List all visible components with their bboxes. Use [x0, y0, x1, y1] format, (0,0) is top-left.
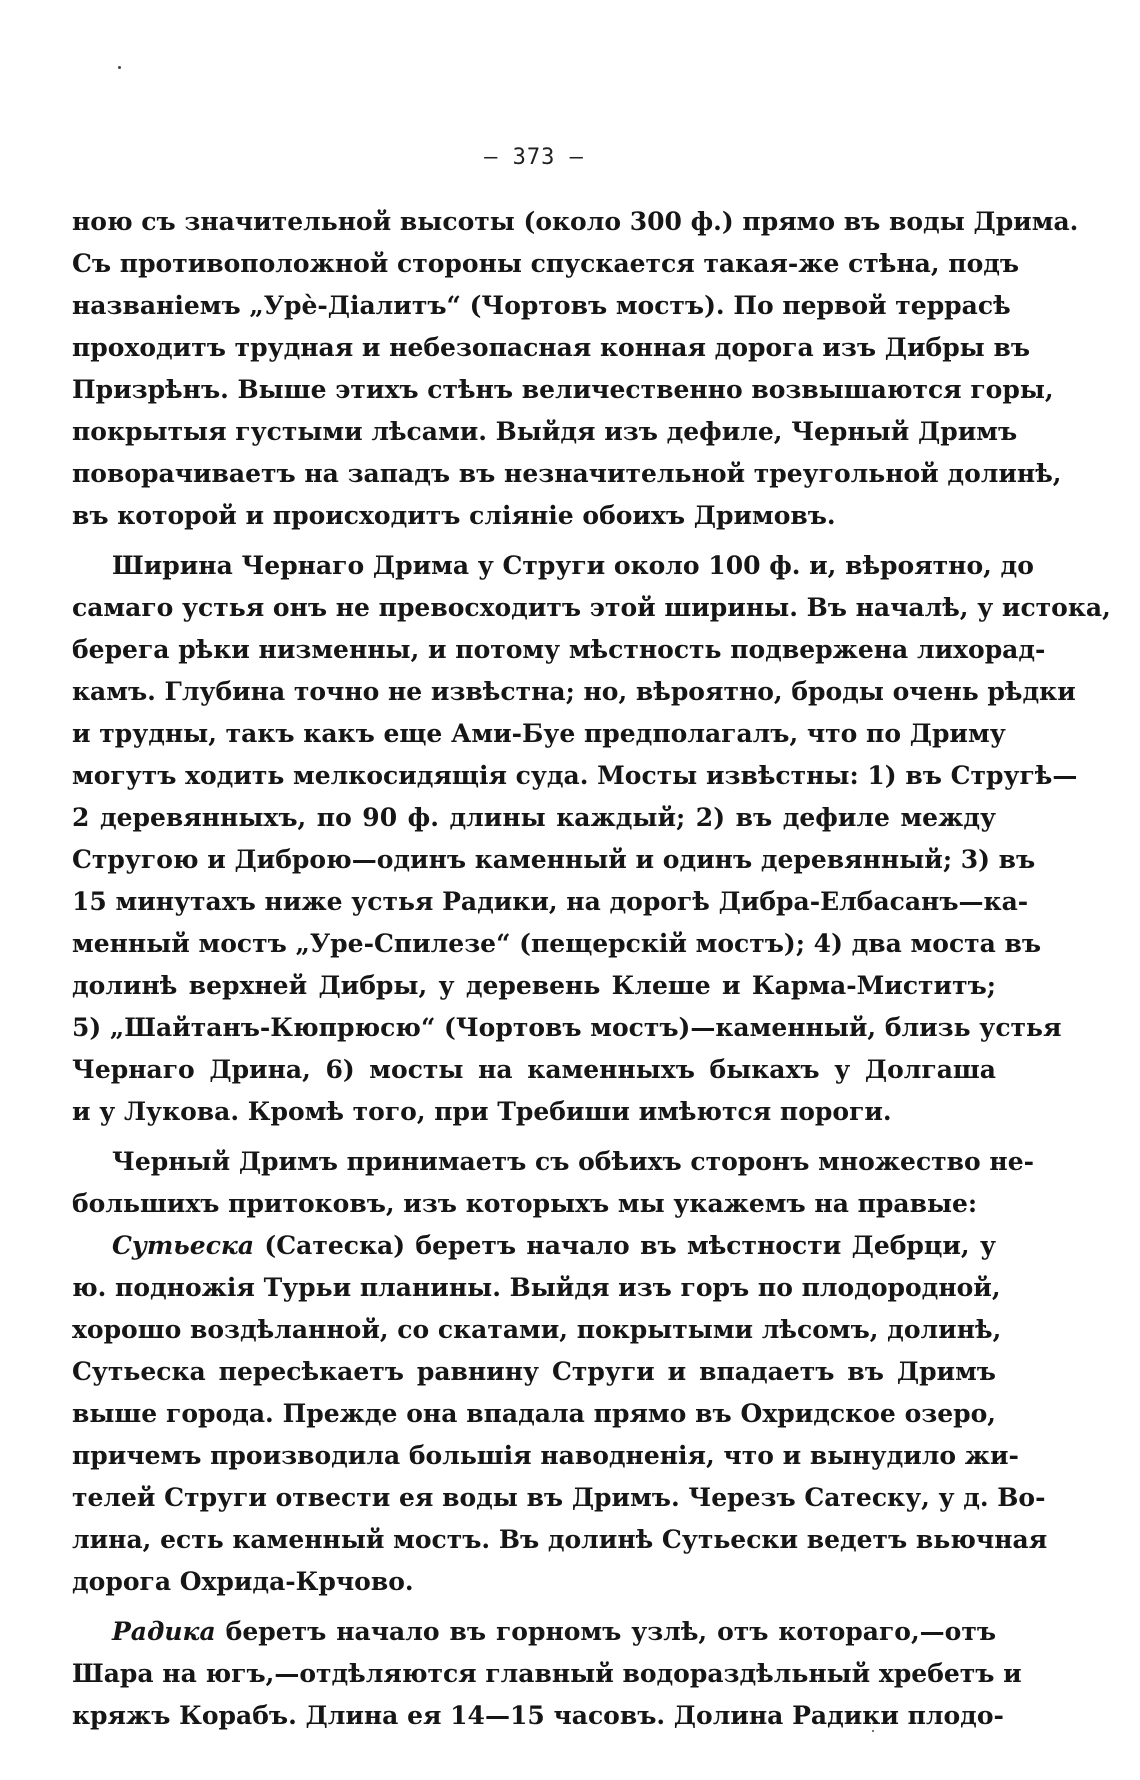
text-line: Призрѣнъ. Выше этихъ стѣнъ величественно возвышаются горы, [72, 375, 1054, 404]
text-line: большихъ притоковъ, изъ которыхъ мы укажемъ на правые: [72, 1189, 978, 1218]
text-line: ю. подножія Турьи планины. Выйдя изъ горъ по плодородной, [72, 1273, 1001, 1302]
text-line: камъ. Глубина точно не извѣстна; но, вѣроятно, броды очень рѣдки [72, 677, 1076, 706]
text-run: (Сатеска) беретъ начало въ мѣстности Дебрци, у [254, 1231, 996, 1260]
text-line: Черный Дримъ принимаетъ съ обѣихъ сторонъ множество не- [112, 1147, 1034, 1176]
text-line: Стругою и Диброю—одинъ каменный и одинъ деревянный; 3) въ [72, 845, 1036, 874]
text-line: дорога Охрида-Крчово. [72, 1567, 414, 1596]
text-line: и у Лукова. Кромѣ того, при Требиши имѣются пороги. [72, 1097, 892, 1126]
text-line [72, 1611, 996, 1653]
text-line [72, 1225, 996, 1267]
river-name: Радика [112, 1617, 216, 1646]
scan-speck [872, 1730, 874, 1732]
text-line: 2 деревянныхъ, по 90 ф. длины каждый; 2) въ дефиле между [72, 803, 996, 832]
text-line: кряжъ Корабъ. Длина ея 14—15 часовъ. Долина Радики плодо- [72, 1701, 1004, 1730]
text-line: и трудны, такъ какъ еще Ами-Буе предполагалъ, что по Дриму [72, 719, 1006, 748]
text-line: Ширина Чернаго Дрима у Струги около 100 ф. и, вѣроятно, до [112, 551, 1034, 580]
text-line: въ которой и происходитъ сліяніе обоихъ Дримовъ. [72, 501, 836, 530]
paragraph [72, 1141, 1034, 1225]
text-line: менный мостъ „Уре-Спилезе“ (пещерскій мостъ); 4) два моста въ [72, 929, 1042, 958]
text-line: поворачиваетъ на западъ въ незначительной треугольной долинѣ, [72, 459, 1062, 488]
body-text [72, 201, 1111, 1737]
scan-speck [118, 66, 121, 69]
text-line: покрытыя густыми лѣсами. Выйдя изъ дефиле, Черный Дримъ [72, 417, 1018, 446]
text-line: самаго устья онъ не превосходитъ этой ширины. Въ началѣ, у истока, [72, 593, 1111, 622]
paragraph [72, 545, 1111, 1133]
text-line: могутъ ходить мелкосидящія суда. Мосты извѣстны: 1) въ Стругѣ— [72, 761, 1078, 790]
text-line: берега рѣки низменны, и потому мѣстность подвержена лихорад- [72, 635, 1046, 664]
text-line: лина, есть каменный мостъ. Въ долинѣ Сутьески ведетъ вьючная [72, 1525, 1048, 1554]
text-line: Сутьеска пересѣкаетъ равнину Струги и впадаетъ въ Дримъ [72, 1357, 996, 1386]
book-page [72, 0, 1111, 1780]
text-line: долинѣ верхней Дибры, у деревень Клеше и Карма-Миститъ; [72, 971, 996, 1000]
text-line: названіемъ „Урè-Діалитъ“ (Чортовъ мостъ). По первой террасѣ [72, 291, 1011, 320]
text-line: ною съ значительной высоты (около 300 ф.) прямо въ воды Дрима. [72, 207, 1079, 236]
paragraph [72, 1225, 1048, 1603]
page-number: — 373 — [484, 145, 584, 170]
paragraph [72, 201, 1079, 537]
text-line: 15 минутахъ ниже устья Радики, на дорогѣ Дибра-Елбасанъ—ка- [72, 887, 1029, 916]
paragraph [72, 1611, 1022, 1737]
text-line: 5) „Шайтанъ-Кюпрюсю“ (Чортовъ мостъ)—каменный, близь устья [72, 1013, 1062, 1042]
text-line: Чернаго Дрина, 6) мосты на каменныхъ быкахъ у Долгаша [72, 1055, 996, 1084]
text-line: Съ противоположной стороны спускается такая-же стѣна, подъ [72, 249, 1020, 278]
river-name: Сутьеска [112, 1231, 255, 1260]
text-line: причемъ производила большія наводненія, что и вынудило жи- [72, 1441, 1019, 1470]
text-line: выше города. Прежде она впадала прямо въ Охридское озеро, [72, 1399, 996, 1428]
text-line: хорошо воздѣланной, со скатами, покрытыми лѣсомъ, долинѣ, [72, 1315, 1002, 1344]
text-line: Шара на югъ,—отдѣляются главный водораздѣльный хребетъ и [72, 1659, 1022, 1688]
text-line: телей Струги отвести ея воды въ Дримъ. Черезъ Сатеску, у д. Во- [72, 1483, 1046, 1512]
text-line: проходитъ трудная и небезопасная конная дорога изъ Дибры въ [72, 333, 1030, 362]
text-run: беретъ начало въ горномъ узлѣ, отъ котораго,—отъ [215, 1617, 996, 1646]
